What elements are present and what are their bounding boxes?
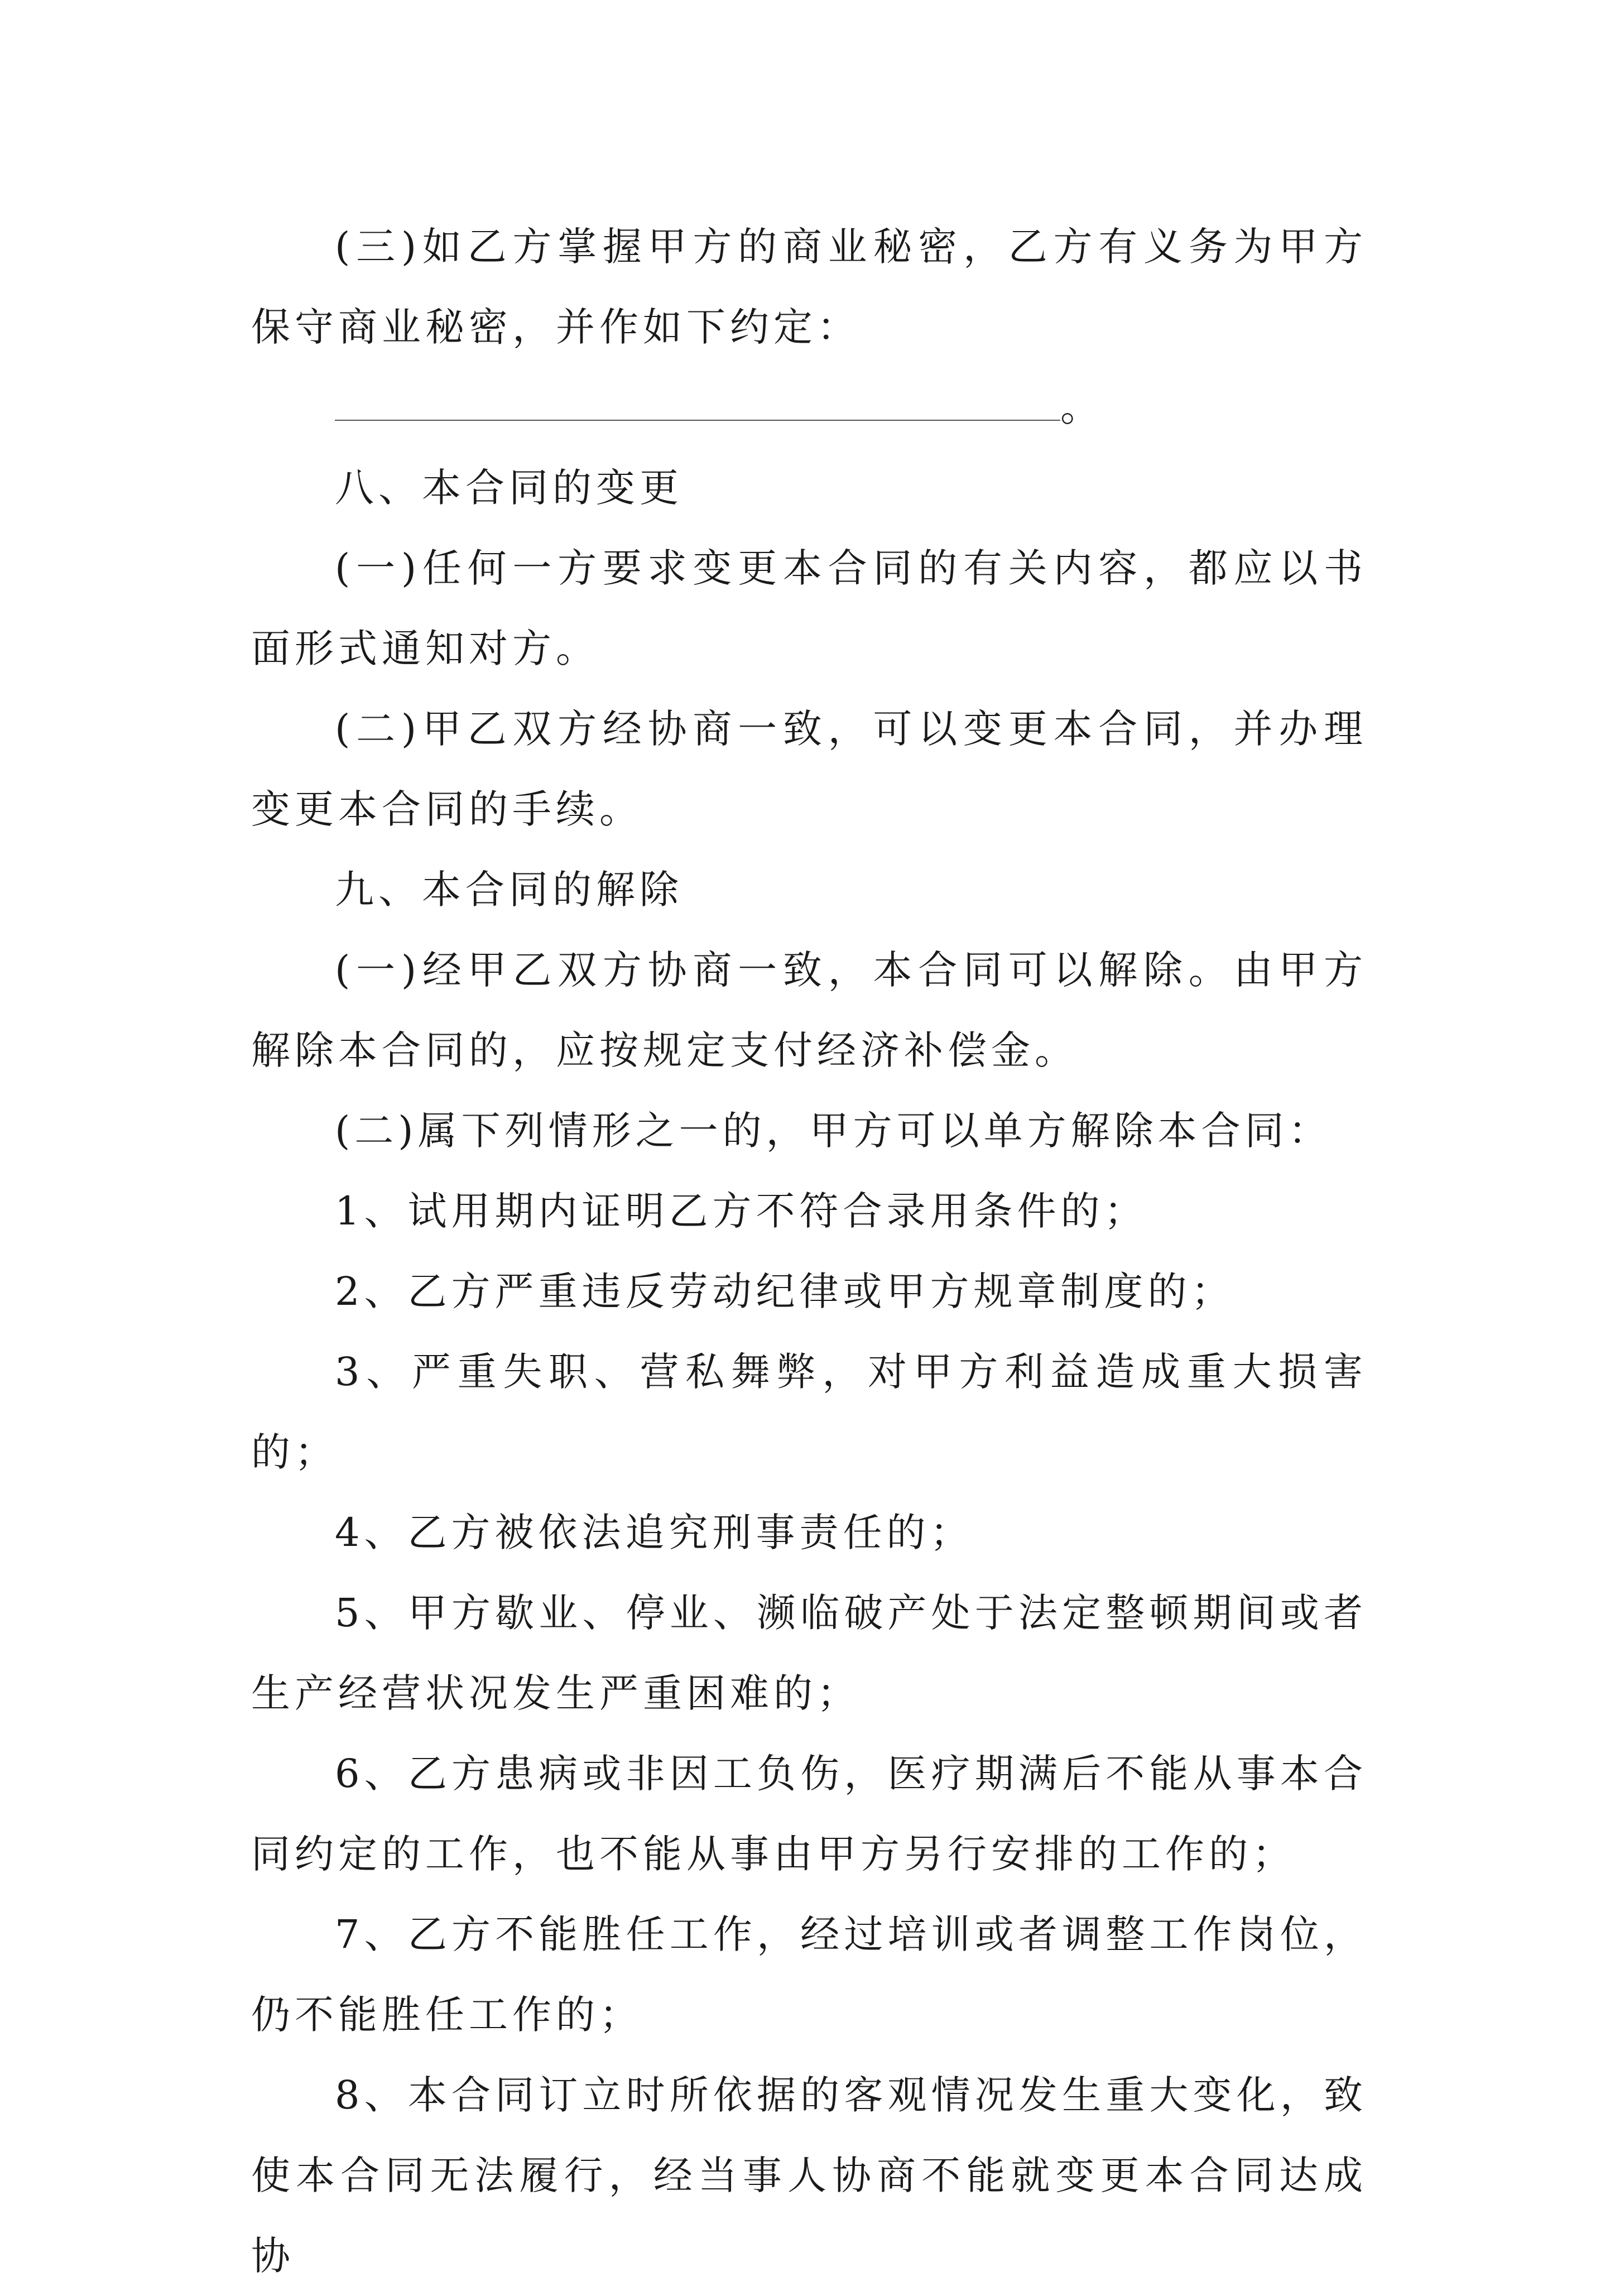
list-item-1: 1、试用期内证明乙方不符合录用条件的； [335,1188,1148,1234]
list-item-7: 7、乙方不能胜任工作，经过培训或者调整工作岗位，仍不能胜任工作的； [251,1911,1367,2038]
list-item-5: 5、甲方歇业、停业、濒临破产处于法定整顿期间或者生产经营状况发生严重困难的； [251,1590,1367,1716]
paragraph-change-notice: (一)任何一方要求变更本合同的有关内容，都应以书面形式通知对方。 [251,545,1367,671]
paragraph-change-agreement: (二)甲乙双方经协商一致，可以变更本合同，并办理变更本合同的手续。 [251,706,1367,832]
list-item-6: 6、乙方患病或非因工负伤，医疗期满后不能从事本合同约定的工作，也不能从事由甲方另行安排的工作的； [251,1751,1367,1877]
blank-underline [335,381,1060,421]
document-body [251,206,1367,2296]
paragraph-trade-secret: (三)如乙方掌握甲方的商业秘密，乙方有义务为甲方保守商业秘密，并作如下约定： [251,224,1367,350]
list-item-2: 2、乙方严重违反劳动纪律或甲方规章制度的； [335,1269,1235,1314]
list-item-3: 3、严重失职、营私舞弊，对甲方利益造成重大损害的； [251,1349,1367,1475]
paragraph-unilateral-termination: (二)属下列情形之一的，甲方可以单方解除本合同： [335,1108,1332,1154]
list-item-8: 8、本合同订立时所依据的客观情况发生重大变化，致使本合同无法履行，经当事人协商不能就变更本合同达成协 [251,2072,1367,2279]
blank-suffix: 。 [1060,385,1104,430]
paragraph-mutual-termination: (一)经甲乙双方协商一致，本合同可以解除。由甲方解除本合同的，应按规定支付经济补偿金。 [251,947,1367,1073]
fill-in-blank-line [251,367,1367,448]
list-item-4: 4、乙方被依法追究刑事责任的； [335,1510,974,1555]
section-heading-contract-change: 八、本合同的变更 [335,465,683,511]
section-heading-contract-termination: 九、本合同的解除 [335,867,683,912]
